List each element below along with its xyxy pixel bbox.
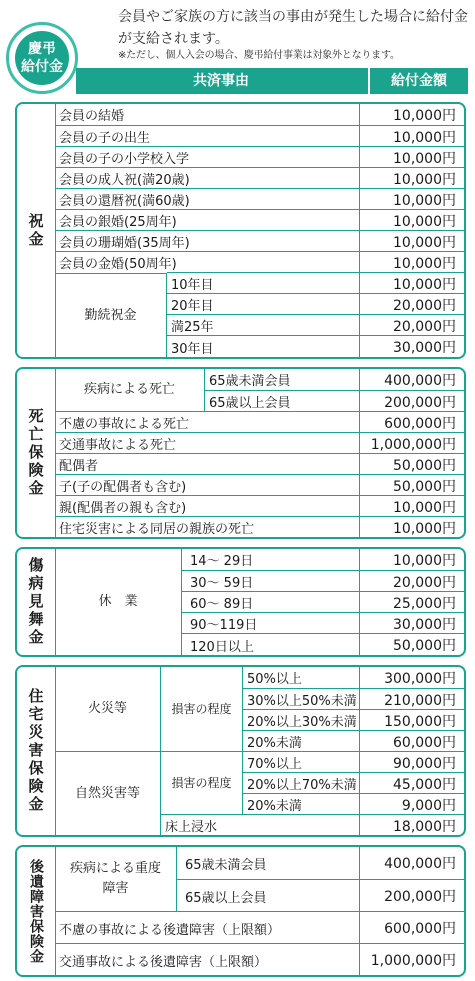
row-amount: 50,000円 (359, 454, 464, 475)
table-row (55, 104, 464, 125)
table-row (205, 369, 464, 390)
row-amount: 10,000円 (359, 517, 464, 538)
table-row (55, 209, 464, 231)
table-header (76, 68, 468, 94)
row-reason: 65歳以上会員 (209, 396, 291, 411)
row-amount: 20,000円 (359, 294, 464, 315)
row-amount: 10,000円 (359, 273, 464, 294)
table-row (205, 390, 464, 412)
row-amount: 10,000円 (359, 231, 464, 252)
table-row (55, 495, 464, 517)
table-row (243, 667, 464, 688)
row-amount: 20,000円 (359, 315, 464, 336)
row-reason: 50%以上 (247, 672, 302, 687)
row-reason: 70%以上 (247, 757, 302, 772)
table-row (55, 188, 464, 210)
table-row (243, 772, 464, 794)
row-amount: 10,000円 (359, 147, 464, 168)
row-amount: 10,000円 (359, 210, 464, 231)
header-amount: 給付金額 (391, 73, 447, 89)
table-row (243, 688, 464, 710)
section-label-shibo: 死亡保険金 (17, 369, 56, 537)
row-amount: 10,000円 (359, 168, 464, 189)
row-reason: 20%以上30%未満 (247, 715, 357, 730)
row-reason: 会員の金婚(50周年) (59, 257, 177, 272)
row-reason: 30～ 59日 (190, 576, 254, 591)
table-row (167, 272, 464, 294)
header-reason: 共済事由 (193, 73, 249, 89)
kasai-label: 火災等 (55, 667, 161, 751)
row-amount: 200,000円 (359, 880, 464, 912)
table-row (182, 549, 464, 570)
row-reason: 配偶者 (59, 459, 99, 474)
row-amount: 1,000,000円 (359, 944, 464, 976)
row-reason: 満25年 (171, 320, 214, 335)
table-row (55, 943, 464, 976)
table-row (55, 230, 464, 252)
table-row (182, 591, 464, 613)
kinzoku-label: 勤続祝金 (55, 273, 167, 357)
row-amount: 90,000円 (359, 752, 464, 773)
row-reason: 20%未満 (247, 736, 302, 751)
row-reason: 20%未満 (247, 799, 302, 814)
table-row (243, 709, 464, 731)
section-label-kouisho: 後遺障害保険金 (17, 847, 56, 975)
row-amount: 210,000円 (359, 689, 464, 710)
row-amount: 45,000円 (359, 773, 464, 794)
table-row (167, 314, 464, 336)
badge-line2: 給付金 (21, 59, 63, 75)
row-amount: 50,000円 (359, 634, 464, 656)
table-row (161, 814, 464, 836)
kouisho-shippei-label: 疾病による重度障害 (55, 847, 177, 911)
table-row (55, 474, 464, 496)
row-reason: 会員の銀婚(25周年) (59, 215, 177, 230)
row-reason: 会員の子の小学校入学 (59, 152, 190, 167)
table-row (243, 793, 464, 815)
section-jutaku (15, 665, 466, 837)
table-row (55, 911, 464, 944)
section-shobyo (15, 547, 466, 657)
row-reason: 会員の結婚 (59, 109, 125, 124)
row-reason: 14～ 29日 (190, 554, 254, 569)
section-label-shobyo: 傷病見舞金 (17, 549, 56, 655)
table-row (243, 730, 464, 752)
row-amount: 150,000円 (359, 710, 464, 731)
row-reason: 120日以上 (190, 639, 254, 655)
row-reason: 不慮の事故による後遺障害（上限額） (59, 922, 281, 938)
row-amount: 30,000円 (359, 613, 464, 634)
table-row (182, 570, 464, 592)
intro-text: 会員やご家族の方に該当の事由が発生した場合に給付金が支給されます。 (118, 9, 468, 47)
row-reason: 65歳以上会員 (185, 890, 267, 906)
row-amount: 20,000円 (359, 571, 464, 592)
kasai-sub-label: 損害の程度 (161, 667, 243, 751)
row-amount: 10,000円 (359, 549, 464, 570)
row-amount: 10,000円 (359, 104, 464, 125)
intro-note: ※ただし、個人入会の場合、慶弔給付事業は対象外となります。 (118, 50, 400, 61)
row-reason: 会員の珊瑚婚(35周年) (59, 236, 190, 251)
row-amount: 1,000,000円 (359, 433, 464, 454)
row-reason: 20年目 (171, 299, 214, 314)
row-reason: 不慮の事故による死亡 (59, 417, 190, 432)
table-row (55, 146, 464, 168)
row-amount: 50,000円 (359, 475, 464, 496)
row-amount: 600,000円 (359, 412, 464, 433)
table-row (55, 516, 464, 538)
section-kouisho (15, 845, 466, 977)
shizen-sub-label: 損害の程度 (161, 751, 243, 814)
row-reason: 65歳未満会員 (185, 857, 267, 873)
shibo-shippei-label: 疾病による死亡 (55, 369, 205, 411)
row-reason: 床上浸水 (165, 820, 218, 835)
row-reason: 子(子の配偶者も含む) (59, 480, 187, 495)
table-row (55, 432, 464, 454)
row-reason: 住宅災害による同居の親族の死亡 (59, 522, 255, 537)
row-amount: 600,000円 (359, 912, 464, 944)
row-reason: 90～119日 (190, 618, 258, 633)
row-amount: 400,000円 (359, 847, 464, 879)
section-shibo (15, 367, 466, 539)
section-label-jutaku: 住宅災害保険金 (17, 667, 56, 835)
row-amount: 10,000円 (359, 126, 464, 147)
badge-line1: 慶弔 (28, 41, 56, 57)
row-amount: 25,000円 (359, 592, 464, 613)
keicho-badge (6, 22, 78, 94)
row-reason: 交通事故による死亡 (59, 438, 177, 453)
row-amount: 18,000円 (359, 815, 464, 836)
row-reason: 会員の成人祝(満20歳) (59, 173, 190, 188)
table-row (55, 411, 464, 433)
row-reason: 20%以上70%未満 (247, 778, 357, 793)
table-row (55, 453, 464, 475)
row-amount: 30,000円 (359, 336, 464, 358)
section-shukin (15, 102, 466, 359)
shizen-label: 自然災害等 (55, 751, 161, 835)
table-row (182, 633, 464, 656)
row-amount: 10,000円 (359, 189, 464, 210)
row-reason: 30年目 (171, 341, 214, 357)
table-row (243, 751, 464, 773)
table-row (177, 847, 464, 879)
table-row (182, 612, 464, 634)
kyugyo-label: 休 業 (55, 549, 182, 655)
table-row (177, 879, 464, 912)
row-amount: 9,000円 (359, 794, 464, 815)
table-row (167, 293, 464, 315)
row-amount: 200,000円 (359, 391, 464, 412)
row-reason: 会員の子の出生 (59, 131, 151, 146)
row-reason: 会員の還暦祝(満60歳) (59, 194, 190, 209)
row-amount: 10,000円 (359, 252, 464, 273)
row-reason: 交通事故による後遺障害（上限額） (59, 954, 268, 970)
row-reason: 65歳未満会員 (209, 374, 291, 389)
row-amount: 10,000円 (359, 496, 464, 517)
table-row (167, 335, 464, 358)
row-reason: 親(配偶者の親も含む) (59, 501, 187, 516)
row-reason: 60～ 89日 (190, 597, 254, 612)
row-reason: 10年目 (171, 278, 214, 293)
badge-circle (15, 31, 69, 85)
table-row (55, 251, 464, 273)
section-label-shukin: 祝金 (17, 104, 56, 357)
table-row (55, 167, 464, 189)
table-row (55, 125, 464, 147)
row-amount: 300,000円 (359, 667, 464, 688)
row-amount: 60,000円 (359, 731, 464, 752)
row-reason: 30%以上50%未満 (247, 694, 357, 709)
row-amount: 400,000円 (359, 369, 464, 390)
